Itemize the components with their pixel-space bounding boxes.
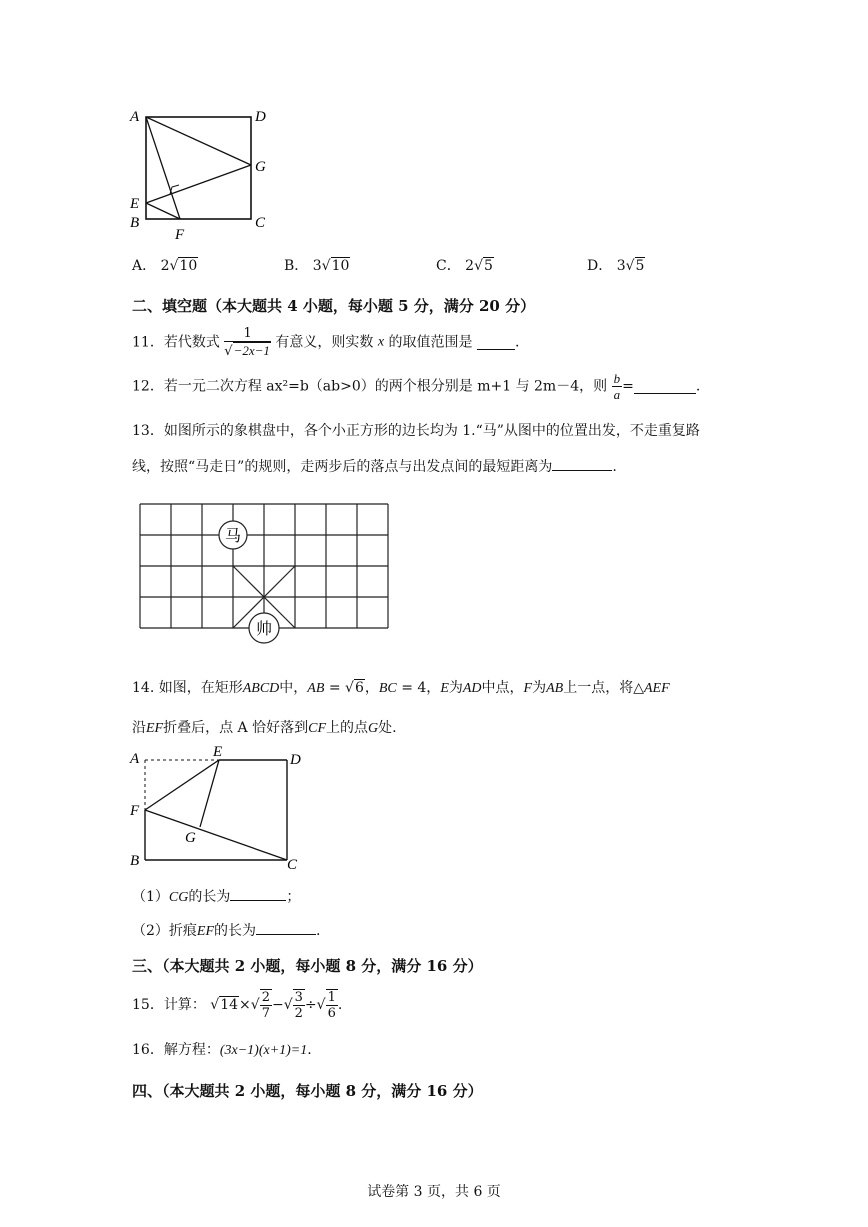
q14-var: AD <box>462 681 482 696</box>
question-11 <box>132 326 519 359</box>
q14-var: AB <box>546 681 564 696</box>
q11-frac-num: 1 <box>224 326 271 342</box>
chessboard-figure <box>135 498 395 648</box>
question-16 <box>132 1040 312 1061</box>
option-letter: A． <box>132 258 157 274</box>
q16-expression: (3x−1)(x+1)=1 <box>219 1043 308 1058</box>
q14-var: G <box>368 721 379 736</box>
section4-title: 四、（本大题共 2 小题，每小题 8 分，满分 16 分） <box>132 1082 483 1100</box>
option-coef: 3 <box>312 258 322 274</box>
q10-option-b[interactable]: B． 3√10 <box>284 258 350 274</box>
q10-option-d[interactable]: D． 3√5 <box>587 258 645 274</box>
q14-sub1-answer-blank[interactable] <box>230 886 286 901</box>
q14-text: 沿 <box>132 720 146 736</box>
q14-sub-text: 的长为 <box>188 889 231 905</box>
option-letter: B． <box>284 258 309 274</box>
q15-frac-den: 2 <box>294 1006 303 1021</box>
q14-text: = 4， <box>396 680 441 696</box>
question-14-line2 <box>132 718 397 739</box>
q12-eq: = <box>622 378 634 395</box>
q14-var: AB <box>307 681 325 696</box>
q14-text: 中点， <box>481 680 524 696</box>
q14-sub-text: （1） <box>132 889 169 905</box>
fig14-label-d: D <box>290 752 301 768</box>
option-radicand: 10 <box>179 258 198 274</box>
question-12 <box>132 371 700 402</box>
option-coef: 3 <box>616 258 626 274</box>
marshal-piece-label: 帅 <box>255 621 273 638</box>
option-letter: C． <box>436 258 461 274</box>
q14-sub-var: CG <box>168 890 189 905</box>
q14-text: 上的点 <box>326 720 369 736</box>
q14-subquestion-1 <box>132 886 300 908</box>
fig10-label-g: G <box>255 159 266 175</box>
fig14-label-c: C <box>287 857 298 873</box>
question-15: 15．计算： √14×√ $\frac{2}{7}$ −√ $\frac{3}{2}$ ÷√ $\frac{1}{6}$ . <box>132 990 343 1021</box>
option-radicand: 5 <box>484 258 493 274</box>
q10-option-a[interactable]: A． 2√10 <box>132 258 198 274</box>
q14-sub-text: . <box>316 923 321 939</box>
q14-text: = <box>324 680 346 696</box>
q15-frac-num: 3 <box>294 990 303 1005</box>
q14-var: CF <box>308 721 327 736</box>
fig14-label-b: B <box>130 853 140 869</box>
fig10-label-c: C <box>255 215 266 231</box>
q12-end: . <box>695 378 701 395</box>
q11-fraction: $\frac{1}{√-2x-1}$ <box>224 326 270 359</box>
q10-figure <box>125 100 275 245</box>
q14-text: 折叠后，点 A 恰好落到 <box>163 720 309 736</box>
q11-end: . <box>514 334 520 351</box>
q14-text: 为 <box>532 680 547 696</box>
q15-frac-den: 7 <box>261 1006 270 1021</box>
q14-subquestion-2 <box>132 920 320 942</box>
q15-frac-3 <box>326 989 338 1021</box>
q14-var: EF <box>146 721 164 736</box>
q11-answer-blank[interactable] <box>477 335 515 350</box>
fig10-label-a: A <box>130 109 140 125</box>
q14-text: 中， <box>279 680 308 696</box>
q14-text: 处. <box>378 720 397 736</box>
q14-sub2-answer-blank[interactable] <box>256 920 316 935</box>
fig14-label-g: G <box>185 830 196 846</box>
question-14-line1: 14. 如图，在矩形ABCD中，AB = √6，BC = 4，E为AD中点，F为AB上一点，将△AEF <box>132 680 670 696</box>
q15-frac-2 <box>293 989 305 1021</box>
q14-text: 为 <box>448 680 463 696</box>
q16-end: . <box>307 1042 312 1058</box>
fig10-label-d: D <box>255 109 266 125</box>
q14-sub-text: （2）折痕 <box>132 923 197 939</box>
q15-frac-num: 2 <box>261 990 270 1005</box>
option-radicand: 10 <box>331 258 350 274</box>
option-coef: 2 <box>160 258 170 274</box>
fig10-label-b: B <box>130 215 140 231</box>
question-13-line1: 13．如图所示的象棋盘中，各个小正方形的边长均为 1.“马”从图中的位置出发，不走重复路 <box>132 423 700 439</box>
section3-title: 三、（本大题共 2 小题，每小题 8 分，满分 16 分） <box>132 957 483 975</box>
q14-sub-text: 的长为 <box>214 923 257 939</box>
q12-answer-blank[interactable] <box>634 379 696 394</box>
q13-end: . <box>612 459 617 475</box>
q14-text: ， <box>364 680 379 696</box>
fig14-label-e: E <box>213 745 223 760</box>
question-13-line2 <box>132 456 617 477</box>
q14-text: 14. 如图，在矩形 <box>132 680 243 696</box>
q14-text: 上一点，将△ <box>563 680 644 696</box>
q14-sub-var: EF <box>196 924 215 939</box>
q15-end: . <box>337 997 343 1013</box>
q14-radicand: 6 <box>354 680 364 696</box>
q12-fraction <box>612 371 623 402</box>
option-radicand: 5 <box>635 258 645 274</box>
q14-var: BC <box>378 681 397 696</box>
q13-line2-text: 线，按照“马走日”的规则，走两步后的落点与出发点间的最短距离为 <box>132 459 553 475</box>
q15-frac-den: 6 <box>327 1006 336 1021</box>
q12-frac-den: a <box>613 387 621 402</box>
q14-figure <box>125 745 310 875</box>
q11-post: 的取值范围是 <box>388 334 473 351</box>
q15-radicand: 14 <box>220 997 239 1013</box>
fig10-label-f: F <box>175 227 185 243</box>
q15-op: × <box>239 997 251 1013</box>
page-footer: 试卷第 3 页，共 6 页 <box>367 1184 501 1200</box>
q14-var: E <box>440 681 449 696</box>
q14-var: AEF <box>644 681 670 696</box>
q15-frac-1 <box>260 989 272 1021</box>
q12-text: 12．若一元二次方程 ax²=b（ab>0）的两个根分别是 m+1 与 2m－4，则 <box>132 378 608 395</box>
fig14-label-f: F <box>130 803 140 819</box>
option-letter: D． <box>587 258 613 274</box>
q15-pre: 15．计算： <box>132 997 206 1013</box>
horse-piece-label: 马 <box>224 528 242 545</box>
q14-var: ABCD <box>242 681 280 696</box>
q14-var: F <box>523 681 533 696</box>
q11-frac-den: −2x−1 <box>233 343 270 358</box>
q11-var: x <box>377 334 385 350</box>
q15-op: − <box>271 997 284 1013</box>
q14-sub-text: ； <box>286 889 301 905</box>
q11-mid: 有意义，则实数 <box>275 334 374 351</box>
q11-pre: 11．若代数式 <box>132 334 220 351</box>
fig14-label-a: A <box>130 751 140 767</box>
q15-frac-num: 1 <box>327 990 336 1005</box>
q10-option-c[interactable]: C． 2√5 <box>436 258 493 274</box>
fig10-label-e: E <box>130 196 140 212</box>
q16-pre: 16．解方程： <box>132 1042 220 1058</box>
q15-op: ÷ <box>304 997 317 1013</box>
option-coef: 2 <box>465 258 475 274</box>
section2-title: 二、填空题（本大题共 4 小题，每小题 5 分，满分 20 分） <box>132 297 536 315</box>
q12-frac-num: b <box>613 371 621 386</box>
q13-answer-blank[interactable] <box>552 456 612 471</box>
